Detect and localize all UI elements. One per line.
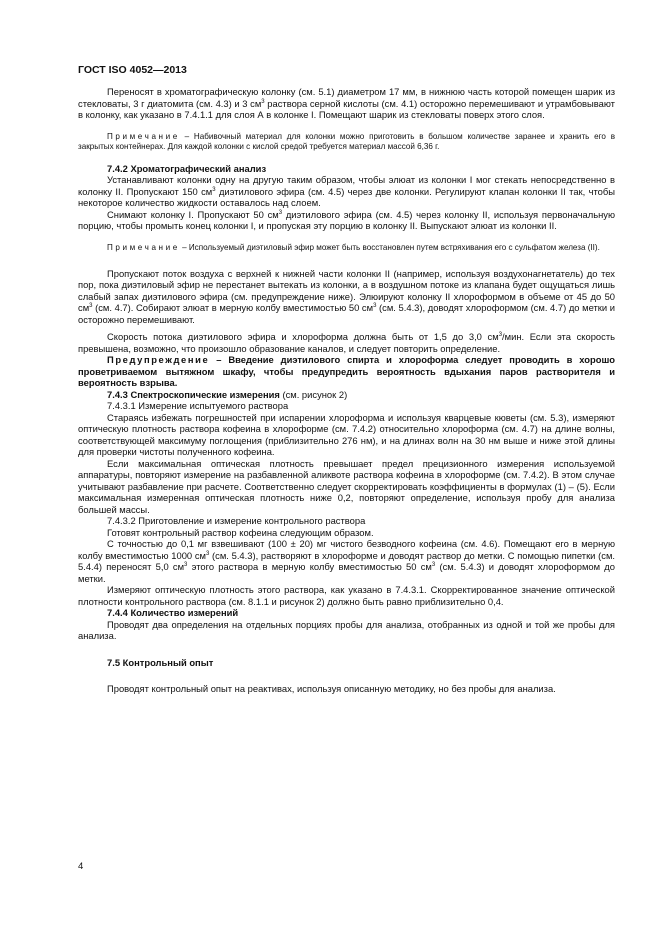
note-label: Примечание (107, 242, 180, 252)
paragraph: Переносят в хроматографическую колонку (см. 5.1) диаметром 17 мм, в нижнюю часть которой помещен шарик из стекловаты, 3 г диатомита (см. 4.3) и 3 $см^3$ раствора серной кислоты (см. 4.1) осторожно перемешивают и утрамбовывают в колонку, как указано в 7.4.1.1 для слоя А в колонке I. Помещают шарик из стекловаты поверх этого слоя. (78, 86, 615, 120)
note: Примечание – Набивочный материал для колонки можно приготовить в большом количестве заранее и хранить его в закрытых контейнерах. Для каждой колонки с кислой средой требуется материал массой 6,36 г. (78, 131, 615, 151)
section-heading: 7.4.2 Хроматографический анализ (107, 162, 267, 174)
page-number: 4 (78, 861, 84, 872)
paragraph: Проводят контрольный опыт на реактивах, используя описанную методику, но без пробы для анализа. (107, 683, 556, 694)
paragraph: Пропускают поток воздуха с верхней к нижней части колонки II (например, используя воздухонагнетатель) до тех пор, пока диэтиловый эфир не перестанет вытекать из колонки, а в воздушном потоке из клапана будет ощущаться лишь слабый запах диэтилового эфира (см. предупреждение ниже). Элюируют колонку II хлороформом в объеме от 45 до 50 $см^3$ (см. 4.7). Собирают элюат в мерную колбу вместимостью 50 $см^3$ (см. 5.4.3), доводят хлороформом (см. 4.7) до метки и осторожно перемешивают. (78, 267, 615, 325)
paragraph: Стараясь избежать погрешностей при испарении хлороформа и используя кварцевые кюветы (см. 5.3), измеряют оптическую плотность раствора кофеина в хлороформе (см. 7.4.2) относительно хлороформа (см. 4.7) на длине волны, соответствующей максимуму поглощения (приблизительно 276 нм), и на длинах волн на 30 нм выше и ниже этой длины для проверки чистоты полученного кофеина. (78, 411, 615, 457)
document-body (78, 86, 615, 695)
subsection-heading: 7.4.3.1 Измерение испытуемого раствора (107, 400, 289, 411)
section-heading: 7.4.3 Спектроскопические измерения (см. рисунок 2) (107, 388, 348, 400)
paragraph: Измеряют оптическую плотность этого раствора, как указано в 7.4.3.1. Скорректированное значение оптической плотности контрольного раствора (см. 8.1.1 и рисунок 2) должно быть равно приблизительно 0,4. (78, 584, 615, 607)
paragraph: Скорость потока диэтилового эфира и хлороформа должна быть от 1,5 до 3,0 $см^3$/мин. Если эта скорость превышена, возможно, что произошло образование каналов, и следует повторить определение. (78, 331, 615, 354)
paragraph: Проводят два определения на отдельных порциях пробы для анализа, отобранных из одной и той же пробы для анализа. (78, 618, 615, 641)
section-heading: 7.4.4 Количество измерений (107, 607, 239, 618)
document-header: ГОСТ ISO 4052—2013 (78, 64, 187, 76)
note: Примечание – Используемый диэтиловый эфир может быть восстановлен путем встряхивания его с сульфатом железа (II). (107, 242, 600, 252)
section-heading: 7.5 Контрольный опыт (107, 656, 214, 668)
note-label: Примечание (107, 131, 180, 141)
warning-label: Предупреждение (107, 354, 210, 365)
warning: Предупреждение – Введение диэтилового спирта и хлороформа следует проводить в хорошо проветриваемом вытяжном шкафу, чтобы предупредить вероятность вдыхания паров растворителя и вероятность взрыва. (78, 354, 615, 388)
paragraph: С точностью до 0,1 мг взвешивают (100 ± 20) мг чистого безводного кофеина (см. 4.6). Помещают его в мерную колбу вместимостью 1000 $см^3$ (см. 5.4.3), растворяют в хлороформе и доводят раствор до метки. С помощью пипетки (см. 5.4.4) переносят 5,0 $см^3$ этого раствора в мерную колбу вместимостью 50 $см^3$ (см. 5.4.3) и доводят хлороформом до метки. (78, 538, 615, 584)
paragraph: Устанавливают колонки одну на другую таким образом, чтобы элюат из колонки I мог стекать непосредственно в колонку II. Пропускают 150 $см^3$ диэтилового эфира (см. 4.5) через две колонки. Регулируют клапан колонки II так, чтобы некоторое количество жидкости оставалось над слоем. (78, 174, 615, 208)
paragraph: Если максимальная оптическая плотность превышает предел прецизионного измерения используемой аппаратуры, повторяют измерение на разбавленной аликвоте раствора кофеина в хлороформе (см. 7.4.2). В этом случае учитывают разбавление при расчете. Соответственно следует скорректировать коэффициенты в формулах (1) – (5). Если максимальная измеренная оптическая плотность ниже 0,2, повторяют определение, используя пробу для анализа большей массы. (78, 457, 615, 515)
subsection-heading: 7.4.3.2 Приготовление и измерение контрольного раствора (107, 515, 366, 526)
paragraph: Снимают колонку I. Пропускают 50 $см^3$ диэтилового эфира (см. 4.5) через колонку II, используя первоначальную порцию, чтобы промыть конец колонки I, и пропуская эту порцию в колонку II. Выпускают элюат из колонки II. (78, 208, 615, 231)
paragraph: Готовят контрольный раствор кофеина следующим образом. (107, 526, 374, 538)
